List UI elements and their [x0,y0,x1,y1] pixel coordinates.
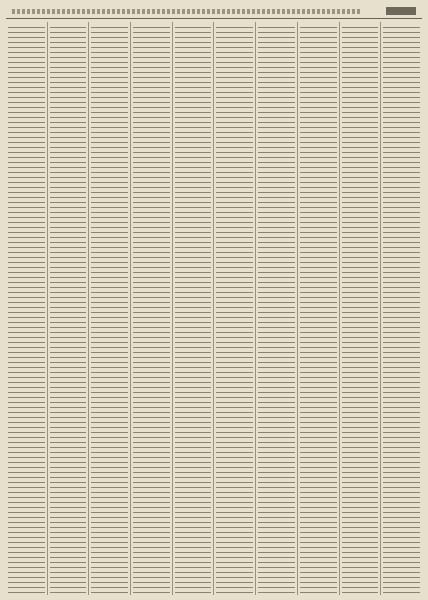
page-header [6,6,422,19]
text-column-2 [339,22,381,595]
header-text-strip [12,9,362,14]
page-number-block [386,7,416,15]
text-column-4 [255,22,297,595]
text-column-7 [130,22,172,595]
text-column-10 [6,22,47,595]
text-column-9 [47,22,89,595]
text-column-5 [213,22,255,595]
text-column-1 [380,22,422,595]
column-area [6,22,422,595]
text-column-6 [172,22,214,595]
text-column-3 [297,22,339,595]
text-column-8 [88,22,130,595]
